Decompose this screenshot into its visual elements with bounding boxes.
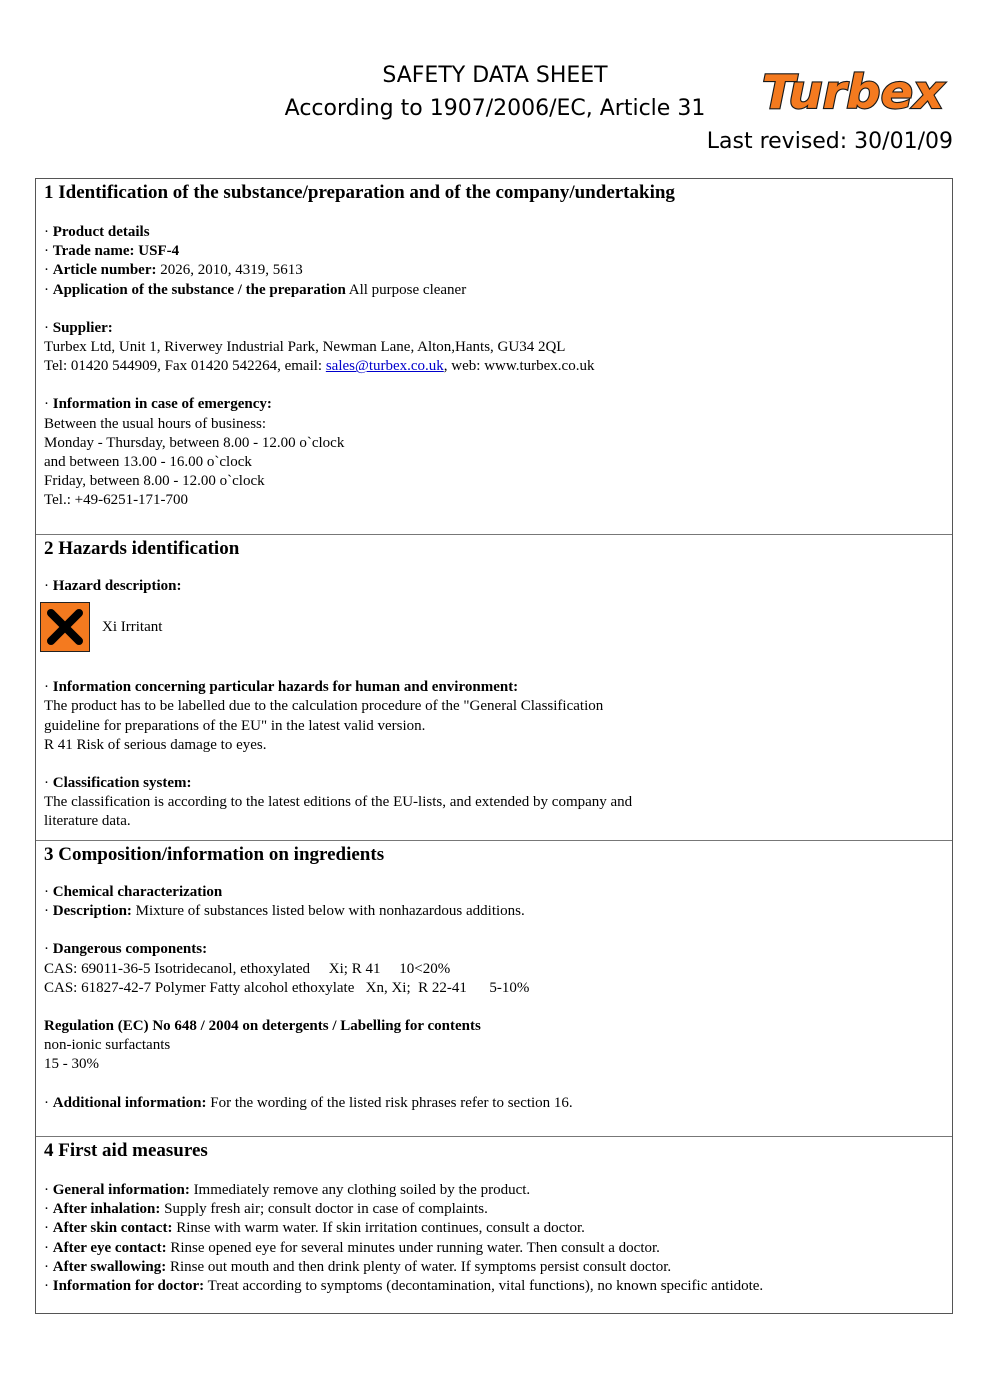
component-row: CAS: 69011-36-5 Isotridecanol, ethoxylated Xi; R 41 10<20% xyxy=(44,960,451,977)
section-1-title: 1 Identification of the substance/preparation and of the company/undertaking xyxy=(44,182,675,203)
chemical-characterization-label: · Chemical characterization xyxy=(44,884,223,900)
first-aid-item: · After eye contact: Rinse opened eye for several minutes under running water. Then consult a doctor. xyxy=(44,1239,660,1256)
hazard-symbol-row xyxy=(40,602,944,652)
application: · Application of the substance / the preparation All purpose cleaner xyxy=(44,281,467,298)
first-aid-item: · After swallowing: Rinse out mouth and then drink plenty of water. If symptoms persist consult doctor. xyxy=(44,1258,672,1275)
irritant-x-icon xyxy=(40,602,90,652)
additional-information: · Additional information: For the wording of the listed risk phrases refer to section 16. xyxy=(44,1094,573,1111)
emergency-line: Between the usual hours of business: xyxy=(44,415,267,432)
section-first-aid xyxy=(36,1137,952,1304)
particular-hazards-line: guideline for preparations of the EU" in the latest valid version. xyxy=(44,717,426,734)
emergency-line: and between 13.00 - 16.00 o`clock xyxy=(44,454,252,471)
first-aid-item: · After inhalation: Supply fresh air; consult doctor in case of complaints. xyxy=(44,1201,488,1218)
turbex-logo xyxy=(758,66,948,116)
svg-text:Turbex: Turbex xyxy=(762,66,946,116)
supplier-contact: Tel: 01420 544909, Fax 01420 542264, email: sales@turbex.co.uk, web: www.turbex.co.uk xyxy=(44,358,595,375)
emergency-line: Monday - Thursday, between 8.00 - 12.00 o`clock xyxy=(44,434,345,451)
regulation-label: Regulation (EC) No 648 / 2004 on detergents / Labelling for contents xyxy=(44,1018,481,1035)
last-revised-date: Last revised: 30/01/09 xyxy=(706,129,953,154)
particular-hazards-line: The product has to be labelled due to the calculation procedure of the "General Classification xyxy=(44,698,604,715)
document-title: SAFETY DATA SHEET xyxy=(382,63,608,88)
regulation-line: 15 - 30% xyxy=(44,1056,99,1073)
section-hazards xyxy=(36,535,952,841)
section-4-title: 4 First aid measures xyxy=(44,1140,208,1161)
classification-label: · Classification system: xyxy=(44,775,192,792)
emergency-line: Friday, between 8.00 - 12.00 o`clock xyxy=(44,473,265,490)
section-3-title: 3 Composition/information on ingredients xyxy=(44,844,385,865)
risk-phrase: R 41 Risk of serious damage to eyes. xyxy=(44,736,267,753)
dangerous-components-label: · Dangerous components: xyxy=(44,941,208,958)
section-2-title: 2 Hazards identification xyxy=(44,538,240,559)
section-composition xyxy=(36,841,952,1137)
particular-hazards-label: · Information concerning particular hazards for human and environment: xyxy=(44,679,519,696)
hazard-description-label: · Hazard description: xyxy=(44,578,182,594)
emergency-label: · Information in case of emergency: xyxy=(44,396,272,413)
description: · Description: Mixture of substances listed below with nonhazardous additions. xyxy=(44,903,525,920)
supplier-address: Turbex Ltd, Unit 1, Riverwey Industrial Park, Newman Lane, Alton,Hants, GU34 2QL xyxy=(44,339,566,356)
email-link[interactable]: sales@turbex.co.uk xyxy=(325,358,444,375)
classification-line: literature data. xyxy=(44,813,131,830)
supplier-label: · Supplier: xyxy=(44,319,113,336)
first-aid-item: · General information: Immediately remove any clothing soiled by the product. xyxy=(44,1182,531,1198)
regulation-line: non-ionic surfactants xyxy=(44,1037,171,1054)
classification-line: The classification is according to the latest editions of the EU-lists, and extended by company and xyxy=(44,794,633,811)
hazard-symbol-label: Xi Irritant xyxy=(102,618,163,635)
article-number: · Article number: 2026, 2010, 4319, 5613 xyxy=(44,262,303,279)
document-subtitle: According to 1907/2006/EC, Article 31 xyxy=(284,96,706,121)
first-aid-item: · Information for doctor: Treat according to symptoms (decontamination, vital functions), no known specific antidote. xyxy=(44,1278,764,1295)
product-details-label: · Product details xyxy=(44,224,150,240)
component-row: CAS: 61827-42-7 Polymer Fatty alcohol ethoxylate Xn, Xi; R 22-41 5-10% xyxy=(44,979,530,996)
emergency-phone: Tel.: +49-6251-171-700 xyxy=(44,492,189,509)
safety-data-sheet-body xyxy=(35,178,953,1314)
trade-name: · Trade name: USF-4 xyxy=(44,243,180,260)
first-aid-item: · After skin contact: Rinse with warm water. If skin irritation continues, consult a doctor. xyxy=(44,1220,585,1237)
section-identification xyxy=(36,179,952,535)
